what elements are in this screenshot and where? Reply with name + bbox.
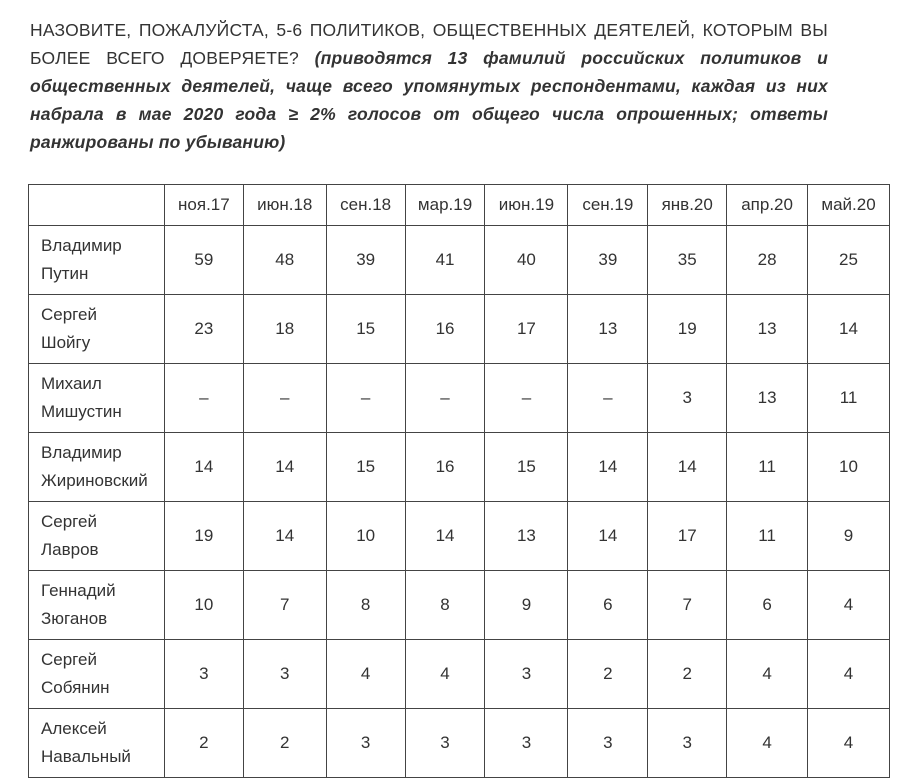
politician-first-name: Сергей [41, 512, 97, 531]
value-cell: 19 [648, 295, 727, 364]
politician-name-cell [29, 640, 165, 709]
value-cell: 10 [164, 571, 243, 640]
value-cell: 4 [727, 709, 808, 778]
value-cell: 8 [405, 571, 485, 640]
value-cell: 3 [485, 709, 568, 778]
column-header: ноя.17 [164, 185, 243, 226]
politician-last-name: Мишустин [41, 402, 122, 421]
value-cell: 7 [648, 571, 727, 640]
value-cell: 11 [808, 364, 890, 433]
value-cell: 17 [648, 502, 727, 571]
value-cell: – [164, 364, 243, 433]
table-row [29, 709, 890, 778]
politician-last-name: Шойгу [41, 333, 91, 352]
politician-name-cell [29, 571, 165, 640]
value-cell: 40 [485, 226, 568, 295]
politician-first-name: Михаил [41, 374, 102, 393]
value-cell: 15 [326, 295, 405, 364]
table-row [29, 433, 890, 502]
value-cell: 3 [568, 709, 648, 778]
value-cell: 23 [164, 295, 243, 364]
value-cell: 13 [568, 295, 648, 364]
politician-name-cell [29, 226, 165, 295]
politician-name-cell [29, 502, 165, 571]
value-cell: 14 [243, 433, 326, 502]
value-cell: 15 [485, 433, 568, 502]
value-cell: 2 [648, 640, 727, 709]
value-cell: 4 [727, 640, 808, 709]
value-cell: 3 [243, 640, 326, 709]
question-text: НАЗОВИТЕ, ПОЖАЛУЙСТА, 5-6 ПОЛИТИКОВ, ОБЩЕСТВЕННЫХ ДЕЯТЕЛЕЙ, КОТОРЫМ ВЫ БОЛЕЕ ВСЕГО ДОВЕРЯЕТЕ? [30, 20, 828, 68]
value-cell: 3 [326, 709, 405, 778]
value-cell: 14 [243, 502, 326, 571]
value-cell: 3 [648, 364, 727, 433]
value-cell: 2 [568, 640, 648, 709]
value-cell: 16 [405, 295, 485, 364]
value-cell: 19 [164, 502, 243, 571]
politician-last-name: Лавров [41, 540, 99, 559]
value-cell: 39 [326, 226, 405, 295]
header-corner-cell [29, 185, 165, 226]
value-cell: 9 [485, 571, 568, 640]
column-header: сен.19 [568, 185, 648, 226]
value-cell: 9 [808, 502, 890, 571]
value-cell: 10 [808, 433, 890, 502]
column-header: май.20 [808, 185, 890, 226]
table-row [29, 364, 890, 433]
value-cell: 15 [326, 433, 405, 502]
value-cell: 41 [405, 226, 485, 295]
value-cell: 14 [808, 295, 890, 364]
column-header: янв.20 [648, 185, 727, 226]
column-header: июн.19 [485, 185, 568, 226]
politician-last-name: Путин [41, 264, 89, 283]
politician-last-name: Навальный [41, 747, 131, 766]
value-cell: 14 [164, 433, 243, 502]
value-cell: 4 [808, 709, 890, 778]
politician-last-name: Жириновский [41, 471, 148, 490]
value-cell: 3 [485, 640, 568, 709]
politician-first-name: Сергей [41, 305, 97, 324]
value-cell: 8 [326, 571, 405, 640]
politician-name-cell [29, 433, 165, 502]
value-cell: – [405, 364, 485, 433]
politician-last-name: Зюганов [41, 609, 108, 628]
value-cell: – [326, 364, 405, 433]
value-cell: 4 [326, 640, 405, 709]
politician-first-name: Владимир [41, 443, 122, 462]
politician-name-cell [29, 295, 165, 364]
table-row [29, 502, 890, 571]
value-cell: 17 [485, 295, 568, 364]
politician-first-name: Алексей [41, 719, 107, 738]
table-row [29, 226, 890, 295]
politician-first-name: Сергей [41, 650, 97, 669]
value-cell: 3 [405, 709, 485, 778]
table-row [29, 640, 890, 709]
value-cell: 13 [727, 295, 808, 364]
value-cell: 14 [405, 502, 485, 571]
value-cell: 3 [164, 640, 243, 709]
politician-last-name: Собянин [41, 678, 110, 697]
value-cell: 25 [808, 226, 890, 295]
column-header: апр.20 [727, 185, 808, 226]
value-cell: 11 [727, 433, 808, 502]
column-header: мар.19 [405, 185, 485, 226]
value-cell: 14 [648, 433, 727, 502]
value-cell: 28 [727, 226, 808, 295]
table-row [29, 571, 890, 640]
politician-first-name: Геннадий [41, 581, 116, 600]
value-cell: 2 [164, 709, 243, 778]
value-cell: 7 [243, 571, 326, 640]
value-cell: 14 [568, 433, 648, 502]
politician-name-cell [29, 364, 165, 433]
value-cell: – [243, 364, 326, 433]
trust-ratings-table [28, 184, 890, 778]
value-cell: 35 [648, 226, 727, 295]
value-cell: – [485, 364, 568, 433]
value-cell: 59 [164, 226, 243, 295]
value-cell: 13 [727, 364, 808, 433]
value-cell: 18 [243, 295, 326, 364]
value-cell: 4 [405, 640, 485, 709]
table-row [29, 295, 890, 364]
question-note: (приводятся 13 фамилий российских политиков и общественных деятелей, чаще всего упомянутых респондентами, каждая из них набрала в мае 2020 года ≥ 2% голосов от общего числа опрошенных; ответы ранжированы по убыванию) [30, 48, 828, 152]
value-cell: 4 [808, 640, 890, 709]
table-header-row [29, 185, 890, 226]
value-cell: 39 [568, 226, 648, 295]
politician-first-name: Владимир [41, 236, 122, 255]
value-cell: 6 [568, 571, 648, 640]
value-cell: 3 [648, 709, 727, 778]
value-cell: 13 [485, 502, 568, 571]
column-header: июн.18 [243, 185, 326, 226]
value-cell: – [568, 364, 648, 433]
value-cell: 48 [243, 226, 326, 295]
value-cell: 6 [727, 571, 808, 640]
value-cell: 11 [727, 502, 808, 571]
survey-question [30, 16, 828, 156]
value-cell: 14 [568, 502, 648, 571]
value-cell: 2 [243, 709, 326, 778]
value-cell: 4 [808, 571, 890, 640]
politician-name-cell [29, 709, 165, 778]
value-cell: 10 [326, 502, 405, 571]
value-cell: 16 [405, 433, 485, 502]
column-header: сен.18 [326, 185, 405, 226]
